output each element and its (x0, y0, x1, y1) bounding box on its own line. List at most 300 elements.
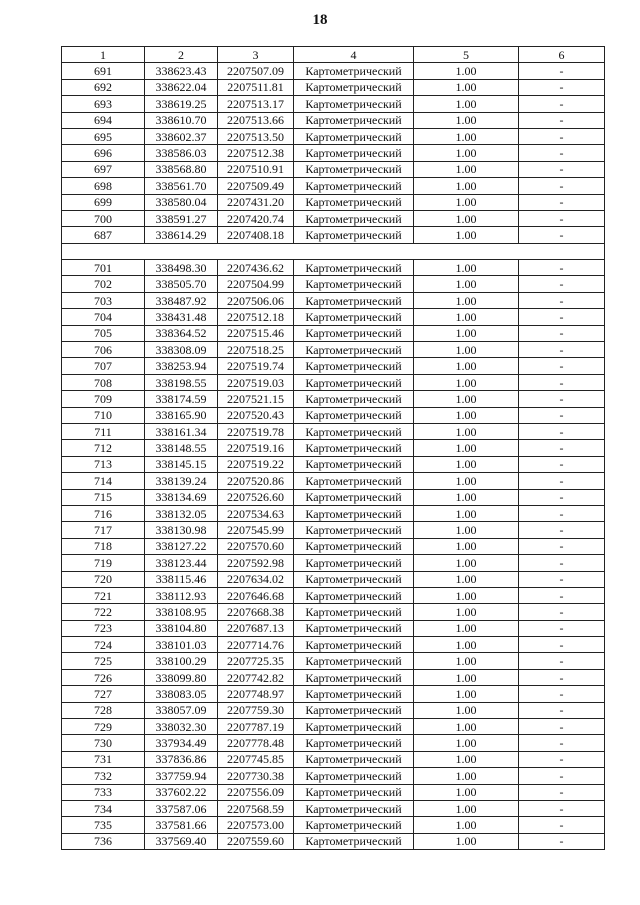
column-header: 3 (218, 47, 294, 63)
x-coordinate-cell: 337581.66 (145, 817, 218, 833)
method-cell: Картометрический (294, 800, 414, 816)
method-cell: Картометрический (294, 358, 414, 374)
x-coordinate-cell: 338148.55 (145, 440, 218, 456)
table-row (62, 538, 605, 554)
x-coordinate-cell: 338619.25 (145, 96, 218, 112)
point-number-cell: 729 (62, 719, 145, 735)
column-header: 5 (414, 47, 519, 63)
y-coordinate-cell: 2207518.25 (218, 342, 294, 358)
method-cell: Картометрический (294, 194, 414, 210)
x-coordinate-cell: 337759.94 (145, 768, 218, 784)
table-row (62, 833, 605, 849)
note-cell: - (519, 768, 605, 784)
point-number-cell: 703 (62, 292, 145, 308)
x-coordinate-cell: 338127.22 (145, 538, 218, 554)
table-row (62, 128, 605, 144)
x-coordinate-cell: 338431.48 (145, 309, 218, 325)
column-header: 2 (145, 47, 218, 63)
note-cell: - (519, 227, 605, 243)
note-cell: - (519, 79, 605, 95)
point-number-cell: 723 (62, 620, 145, 636)
table-row (62, 702, 605, 718)
point-number-cell: 725 (62, 653, 145, 669)
x-coordinate-cell: 338308.09 (145, 342, 218, 358)
accuracy-cell: 1.00 (414, 735, 519, 751)
accuracy-cell: 1.00 (414, 637, 519, 653)
note-cell: - (519, 309, 605, 325)
method-cell: Картометрический (294, 571, 414, 587)
header-row (62, 47, 605, 63)
table-row (62, 161, 605, 177)
point-number-cell: 710 (62, 407, 145, 423)
method-cell: Картометрический (294, 702, 414, 718)
y-coordinate-cell: 2207519.78 (218, 423, 294, 439)
accuracy-cell: 1.00 (414, 63, 519, 79)
method-cell: Картометрический (294, 489, 414, 505)
table-row (62, 800, 605, 816)
note-cell: - (519, 735, 605, 751)
accuracy-cell: 1.00 (414, 817, 519, 833)
method-cell: Картометрический (294, 260, 414, 276)
y-coordinate-cell: 2207513.66 (218, 112, 294, 128)
method-cell: Картометрический (294, 96, 414, 112)
x-coordinate-cell: 338101.03 (145, 637, 218, 653)
accuracy-cell: 1.00 (414, 178, 519, 194)
point-number-cell: 696 (62, 145, 145, 161)
table-row (62, 227, 605, 243)
method-cell: Картометрический (294, 128, 414, 144)
y-coordinate-cell: 2207545.99 (218, 522, 294, 538)
x-coordinate-cell: 338165.90 (145, 407, 218, 423)
method-cell: Картометрический (294, 292, 414, 308)
x-coordinate-cell: 338561.70 (145, 178, 218, 194)
y-coordinate-cell: 2207431.20 (218, 194, 294, 210)
x-coordinate-cell: 338568.80 (145, 161, 218, 177)
point-number-cell: 733 (62, 784, 145, 800)
x-coordinate-cell: 338100.29 (145, 653, 218, 669)
note-cell: - (519, 702, 605, 718)
note-cell: - (519, 522, 605, 538)
accuracy-cell: 1.00 (414, 309, 519, 325)
method-cell: Картометрический (294, 145, 414, 161)
y-coordinate-cell: 2207509.49 (218, 178, 294, 194)
accuracy-cell: 1.00 (414, 227, 519, 243)
method-cell: Картометрический (294, 620, 414, 636)
y-coordinate-cell: 2207511.81 (218, 79, 294, 95)
note-cell: - (519, 292, 605, 308)
note-cell: - (519, 128, 605, 144)
point-number-cell: 708 (62, 374, 145, 390)
y-coordinate-cell: 2207519.03 (218, 374, 294, 390)
accuracy-cell: 1.00 (414, 604, 519, 620)
table-row (62, 522, 605, 538)
y-coordinate-cell: 2207634.02 (218, 571, 294, 587)
note-cell: - (519, 620, 605, 636)
note-cell: - (519, 325, 605, 341)
point-number-cell: 706 (62, 342, 145, 358)
x-coordinate-cell: 338115.46 (145, 571, 218, 587)
y-coordinate-cell: 2207668.38 (218, 604, 294, 620)
accuracy-cell: 1.00 (414, 210, 519, 226)
note-cell: - (519, 833, 605, 849)
point-number-cell: 727 (62, 686, 145, 702)
y-coordinate-cell: 2207507.09 (218, 63, 294, 79)
method-cell: Картометрический (294, 423, 414, 439)
method-cell: Картометрический (294, 587, 414, 603)
x-coordinate-cell: 338198.55 (145, 374, 218, 390)
method-cell: Картометрический (294, 768, 414, 784)
y-coordinate-cell: 2207570.60 (218, 538, 294, 554)
x-coordinate-cell: 338161.34 (145, 423, 218, 439)
table-row (62, 784, 605, 800)
point-number-cell: 691 (62, 63, 145, 79)
note-cell: - (519, 210, 605, 226)
method-cell: Картометрический (294, 751, 414, 767)
note-cell: - (519, 112, 605, 128)
point-number-cell: 735 (62, 817, 145, 833)
accuracy-cell: 1.00 (414, 128, 519, 144)
note-cell: - (519, 276, 605, 292)
method-cell: Картометрический (294, 391, 414, 407)
table-row (62, 79, 605, 95)
separator-row (62, 243, 605, 259)
y-coordinate-cell: 2207592.98 (218, 555, 294, 571)
point-number-cell: 704 (62, 309, 145, 325)
method-cell: Картометрический (294, 309, 414, 325)
table-row (62, 637, 605, 653)
table-row (62, 440, 605, 456)
accuracy-cell: 1.00 (414, 669, 519, 685)
point-number-cell: 693 (62, 96, 145, 112)
accuracy-cell: 1.00 (414, 833, 519, 849)
point-number-cell: 721 (62, 587, 145, 603)
note-cell: - (519, 391, 605, 407)
x-coordinate-cell: 338586.03 (145, 145, 218, 161)
table-row (62, 210, 605, 226)
accuracy-cell: 1.00 (414, 719, 519, 735)
note-cell: - (519, 800, 605, 816)
method-cell: Картометрический (294, 555, 414, 571)
method-cell: Картометрический (294, 784, 414, 800)
accuracy-cell: 1.00 (414, 686, 519, 702)
table-row (62, 292, 605, 308)
method-cell: Картометрический (294, 604, 414, 620)
x-coordinate-cell: 338032.30 (145, 719, 218, 735)
accuracy-cell: 1.00 (414, 358, 519, 374)
method-cell: Картометрический (294, 505, 414, 521)
x-coordinate-cell: 338487.92 (145, 292, 218, 308)
accuracy-cell: 1.00 (414, 473, 519, 489)
x-coordinate-cell: 338104.80 (145, 620, 218, 636)
accuracy-cell: 1.00 (414, 96, 519, 112)
note-cell: - (519, 784, 605, 800)
point-number-cell: 697 (62, 161, 145, 177)
note-cell: - (519, 473, 605, 489)
column-header: 4 (294, 47, 414, 63)
point-number-cell: 724 (62, 637, 145, 653)
y-coordinate-cell: 2207778.48 (218, 735, 294, 751)
x-coordinate-cell: 337934.49 (145, 735, 218, 751)
table-body (62, 63, 605, 850)
table-row (62, 456, 605, 472)
table-row (62, 751, 605, 767)
point-number-cell: 718 (62, 538, 145, 554)
x-coordinate-cell: 338123.44 (145, 555, 218, 571)
x-coordinate-cell: 338139.24 (145, 473, 218, 489)
y-coordinate-cell: 2207520.43 (218, 407, 294, 423)
accuracy-cell: 1.00 (414, 538, 519, 554)
y-coordinate-cell: 2207519.22 (218, 456, 294, 472)
y-coordinate-cell: 2207436.62 (218, 260, 294, 276)
accuracy-cell: 1.00 (414, 325, 519, 341)
accuracy-cell: 1.00 (414, 194, 519, 210)
accuracy-cell: 1.00 (414, 768, 519, 784)
table-row (62, 374, 605, 390)
table-row (62, 604, 605, 620)
y-coordinate-cell: 2207513.50 (218, 128, 294, 144)
accuracy-cell: 1.00 (414, 702, 519, 718)
point-number-cell: 726 (62, 669, 145, 685)
y-coordinate-cell: 2207519.74 (218, 358, 294, 374)
accuracy-cell: 1.00 (414, 571, 519, 587)
point-number-cell: 701 (62, 260, 145, 276)
accuracy-cell: 1.00 (414, 653, 519, 669)
note-cell: - (519, 407, 605, 423)
method-cell: Картометрический (294, 686, 414, 702)
point-number-cell: 707 (62, 358, 145, 374)
note-cell: - (519, 637, 605, 653)
accuracy-cell: 1.00 (414, 292, 519, 308)
y-coordinate-cell: 2207742.82 (218, 669, 294, 685)
y-coordinate-cell: 2207515.46 (218, 325, 294, 341)
method-cell: Картометрический (294, 473, 414, 489)
note-cell: - (519, 63, 605, 79)
method-cell: Картометрический (294, 342, 414, 358)
accuracy-cell: 1.00 (414, 79, 519, 95)
y-coordinate-cell: 2207646.68 (218, 587, 294, 603)
x-coordinate-cell: 338083.05 (145, 686, 218, 702)
note-cell: - (519, 653, 605, 669)
accuracy-cell: 1.00 (414, 587, 519, 603)
y-coordinate-cell: 2207519.16 (218, 440, 294, 456)
y-coordinate-cell: 2207512.18 (218, 309, 294, 325)
table-row (62, 260, 605, 276)
x-coordinate-cell: 338174.59 (145, 391, 218, 407)
x-coordinate-cell: 338364.52 (145, 325, 218, 341)
table-row (62, 178, 605, 194)
coordinates-table (61, 46, 605, 850)
point-number-cell: 687 (62, 227, 145, 243)
accuracy-cell: 1.00 (414, 784, 519, 800)
table-row (62, 407, 605, 423)
point-number-cell: 716 (62, 505, 145, 521)
note-cell: - (519, 260, 605, 276)
accuracy-cell: 1.00 (414, 800, 519, 816)
table-row (62, 719, 605, 735)
table-row (62, 735, 605, 751)
method-cell: Картометрический (294, 653, 414, 669)
y-coordinate-cell: 2207759.30 (218, 702, 294, 718)
table-row (62, 423, 605, 439)
table-row (62, 358, 605, 374)
y-coordinate-cell: 2207521.15 (218, 391, 294, 407)
note-cell: - (519, 555, 605, 571)
y-coordinate-cell: 2207534.63 (218, 505, 294, 521)
point-number-cell: 695 (62, 128, 145, 144)
point-number-cell: 702 (62, 276, 145, 292)
accuracy-cell: 1.00 (414, 423, 519, 439)
x-coordinate-cell: 338498.30 (145, 260, 218, 276)
table-row (62, 63, 605, 79)
table-row (62, 587, 605, 603)
y-coordinate-cell: 2207408.18 (218, 227, 294, 243)
table-header (62, 47, 605, 63)
x-coordinate-cell: 337836.86 (145, 751, 218, 767)
accuracy-cell: 1.00 (414, 456, 519, 472)
x-coordinate-cell: 338505.70 (145, 276, 218, 292)
table-row (62, 505, 605, 521)
point-number-cell: 731 (62, 751, 145, 767)
note-cell: - (519, 686, 605, 702)
method-cell: Картометрический (294, 227, 414, 243)
point-number-cell: 732 (62, 768, 145, 784)
point-number-cell: 734 (62, 800, 145, 816)
point-number-cell: 728 (62, 702, 145, 718)
table-row (62, 342, 605, 358)
point-number-cell: 699 (62, 194, 145, 210)
note-cell: - (519, 751, 605, 767)
note-cell: - (519, 96, 605, 112)
method-cell: Картометрический (294, 735, 414, 751)
x-coordinate-cell: 338099.80 (145, 669, 218, 685)
x-coordinate-cell: 338580.04 (145, 194, 218, 210)
accuracy-cell: 1.00 (414, 440, 519, 456)
point-number-cell: 715 (62, 489, 145, 505)
table-row (62, 194, 605, 210)
point-number-cell: 730 (62, 735, 145, 751)
column-header: 6 (519, 47, 605, 63)
y-coordinate-cell: 2207787.19 (218, 719, 294, 735)
y-coordinate-cell: 2207559.60 (218, 833, 294, 849)
point-number-cell: 719 (62, 555, 145, 571)
table-row (62, 768, 605, 784)
y-coordinate-cell: 2207510.91 (218, 161, 294, 177)
x-coordinate-cell: 337587.06 (145, 800, 218, 816)
y-coordinate-cell: 2207513.17 (218, 96, 294, 112)
table-row (62, 686, 605, 702)
x-coordinate-cell: 338130.98 (145, 522, 218, 538)
accuracy-cell: 1.00 (414, 620, 519, 636)
note-cell: - (519, 374, 605, 390)
method-cell: Картометрический (294, 669, 414, 685)
accuracy-cell: 1.00 (414, 145, 519, 161)
accuracy-cell: 1.00 (414, 555, 519, 571)
note-cell: - (519, 719, 605, 735)
accuracy-cell: 1.00 (414, 374, 519, 390)
x-coordinate-cell: 337602.22 (145, 784, 218, 800)
method-cell: Картометрический (294, 79, 414, 95)
method-cell: Картометрический (294, 456, 414, 472)
accuracy-cell: 1.00 (414, 342, 519, 358)
method-cell: Картометрический (294, 161, 414, 177)
table-row (62, 112, 605, 128)
note-cell: - (519, 538, 605, 554)
method-cell: Картометрический (294, 325, 414, 341)
note-cell: - (519, 817, 605, 833)
page-number: 18 (312, 12, 328, 28)
method-cell: Картометрический (294, 637, 414, 653)
x-coordinate-cell: 338145.15 (145, 456, 218, 472)
point-number-cell: 717 (62, 522, 145, 538)
y-coordinate-cell: 2207520.86 (218, 473, 294, 489)
y-coordinate-cell: 2207748.97 (218, 686, 294, 702)
y-coordinate-cell: 2207730.38 (218, 768, 294, 784)
note-cell: - (519, 342, 605, 358)
table-row (62, 473, 605, 489)
point-number-cell: 712 (62, 440, 145, 456)
point-number-cell: 700 (62, 210, 145, 226)
column-header: 1 (62, 47, 145, 63)
point-number-cell: 705 (62, 325, 145, 341)
note-cell: - (519, 178, 605, 194)
accuracy-cell: 1.00 (414, 161, 519, 177)
note-cell: - (519, 423, 605, 439)
accuracy-cell: 1.00 (414, 112, 519, 128)
y-coordinate-cell: 2207687.13 (218, 620, 294, 636)
note-cell: - (519, 587, 605, 603)
y-coordinate-cell: 2207573.00 (218, 817, 294, 833)
point-number-cell: 694 (62, 112, 145, 128)
y-coordinate-cell: 2207745.85 (218, 751, 294, 767)
y-coordinate-cell: 2207512.38 (218, 145, 294, 161)
point-number-cell: 698 (62, 178, 145, 194)
note-cell: - (519, 440, 605, 456)
note-cell: - (519, 456, 605, 472)
accuracy-cell: 1.00 (414, 489, 519, 505)
table-row (62, 817, 605, 833)
point-number-cell: 722 (62, 604, 145, 620)
note-cell: - (519, 489, 605, 505)
table-row (62, 325, 605, 341)
x-coordinate-cell: 338134.69 (145, 489, 218, 505)
accuracy-cell: 1.00 (414, 276, 519, 292)
y-coordinate-cell: 2207420.74 (218, 210, 294, 226)
x-coordinate-cell: 338610.70 (145, 112, 218, 128)
table-row (62, 620, 605, 636)
note-cell: - (519, 161, 605, 177)
note-cell: - (519, 358, 605, 374)
accuracy-cell: 1.00 (414, 505, 519, 521)
method-cell: Картометрический (294, 63, 414, 79)
point-number-cell: 692 (62, 79, 145, 95)
method-cell: Картометрический (294, 440, 414, 456)
point-number-cell: 713 (62, 456, 145, 472)
table-row (62, 391, 605, 407)
x-coordinate-cell: 338253.94 (145, 358, 218, 374)
x-coordinate-cell: 338057.09 (145, 702, 218, 718)
y-coordinate-cell: 2207714.76 (218, 637, 294, 653)
separator-cell (62, 243, 605, 259)
method-cell: Картометрический (294, 112, 414, 128)
method-cell: Картометрический (294, 407, 414, 423)
x-coordinate-cell: 338623.43 (145, 63, 218, 79)
point-number-cell: 720 (62, 571, 145, 587)
y-coordinate-cell: 2207506.06 (218, 292, 294, 308)
y-coordinate-cell: 2207504.99 (218, 276, 294, 292)
method-cell: Картометрический (294, 719, 414, 735)
y-coordinate-cell: 2207556.09 (218, 784, 294, 800)
x-coordinate-cell: 338112.93 (145, 587, 218, 603)
